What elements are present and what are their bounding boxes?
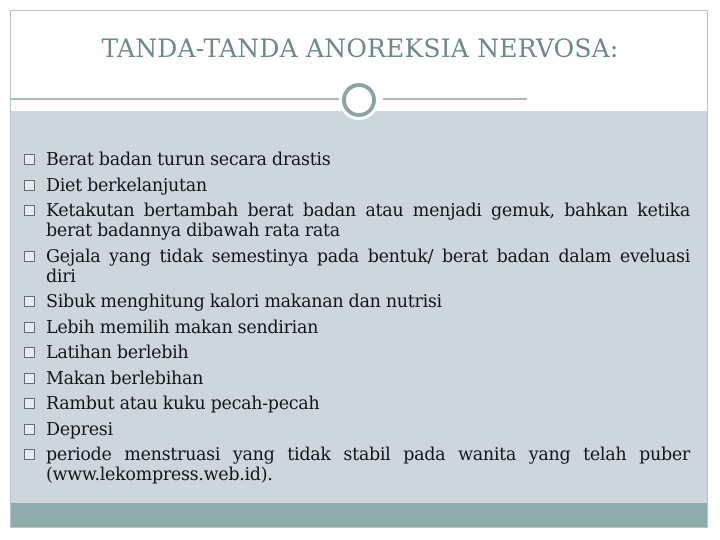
square-bullet-icon: [24, 251, 35, 262]
ring-ornament-icon: [339, 80, 379, 120]
square-bullet-icon: [24, 180, 35, 191]
bullet-text: periode menstruasi yang tidak stabil pada wanita yang telah puber (www.lekompress.web.id).: [46, 445, 690, 485]
bullet-text: Berat badan turun secara drastis: [46, 150, 331, 170]
list-item: [22, 201, 690, 241]
list-item: [22, 292, 690, 312]
square-bullet-icon: [24, 347, 35, 358]
list-item: [22, 150, 690, 170]
bullet-text: Latihan berlebih: [46, 343, 189, 363]
square-bullet-icon: [24, 398, 35, 409]
bullet-text: Lebih memilih makan sendirian: [46, 317, 319, 338]
list-item: [22, 343, 690, 363]
list-item: [22, 247, 690, 287]
bullet-text: Sibuk menghitung kalori makanan dan nutrisi: [46, 292, 442, 312]
square-bullet-icon: [24, 373, 35, 384]
list-item: [22, 369, 690, 389]
list-item: [22, 176, 690, 196]
bullet-list: [22, 150, 690, 491]
square-bullet-icon: [24, 154, 35, 165]
title-divider-right: [383, 98, 527, 100]
square-bullet-icon: [24, 296, 35, 307]
bullet-text: Depresi: [46, 419, 113, 440]
bullet-text: Makan berlebihan: [46, 368, 204, 389]
list-item: [22, 445, 690, 485]
footer-band: [11, 503, 707, 527]
list-item: [22, 394, 690, 414]
square-bullet-icon: [24, 424, 35, 435]
title-divider-left: [11, 98, 340, 100]
list-item: [22, 420, 690, 440]
bullet-text: Rambut atau kuku pecah-pecah: [46, 394, 320, 414]
square-bullet-icon: [24, 322, 35, 333]
slide-title: TANDA-TANDA ANOREKSIA NERVOSA:: [101, 34, 619, 63]
square-bullet-icon: [24, 205, 35, 216]
bullet-text: Gejala yang tidak semestinya pada bentuk/ berat badan dalam eveluasi diri: [46, 246, 690, 287]
bullet-text: Diet berkelanjutan: [46, 175, 207, 196]
list-item: [22, 318, 690, 338]
square-bullet-icon: [24, 449, 35, 460]
bullet-text: Ketakutan bertambah berat badan atau menjadi gemuk, bahkan ketika berat badannya dibawah rata rata: [46, 201, 690, 241]
